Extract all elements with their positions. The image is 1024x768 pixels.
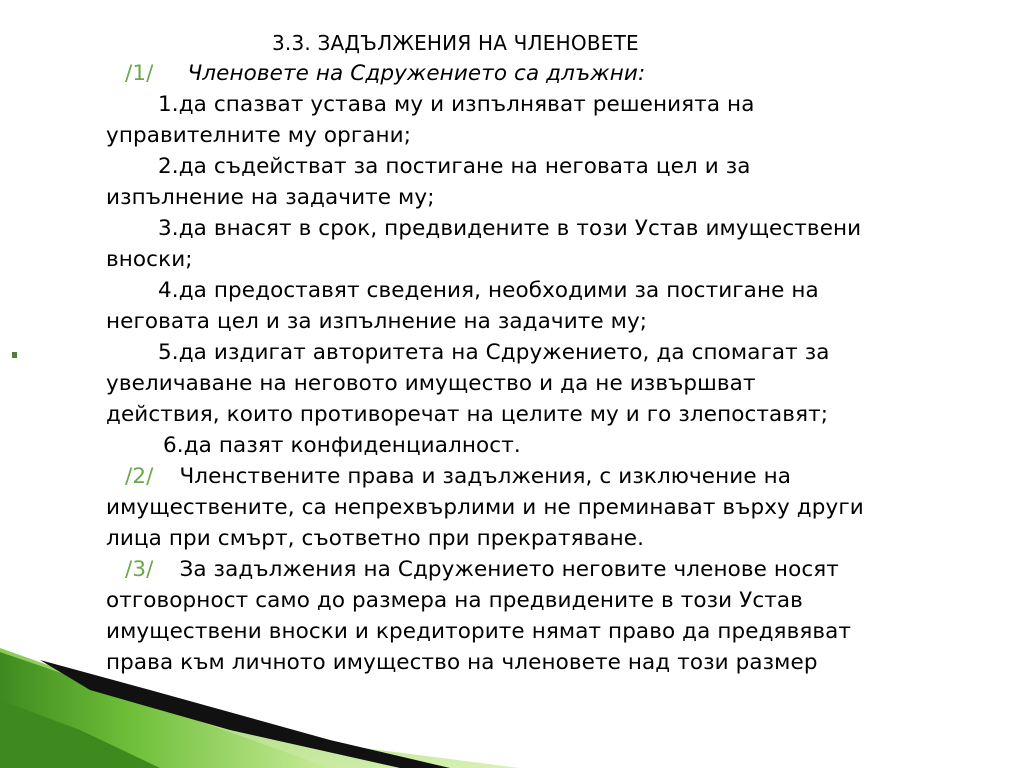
paragraph-2-line-3: лица при смърт, съответно при прекратяване. <box>106 526 645 551</box>
list-item-5-line-3: действия, които противоречат на целите му и го злепоставят; <box>106 402 829 427</box>
paragraph-number: /1/ <box>125 61 154 86</box>
paragraph-number: /3/ <box>125 557 154 582</box>
list-item-2-line-1: 2.да съдействат за постигане на неговата цел и за <box>158 154 751 179</box>
list-item-2-line-2: изпълнение на задачите му; <box>106 185 435 210</box>
paragraph-3-line-2: отговорност само до размера на предвидените в този Устав <box>106 588 803 613</box>
paragraph-text: Членствените права и задължения, с изключение на <box>179 464 792 489</box>
slide-title: 3.3. ЗАДЪЛЖЕНИЯ НА ЧЛЕНОВЕТЕ <box>272 31 639 55</box>
list-item-6-line-1: 6.да пазят конфиденциалност. <box>163 433 521 458</box>
paragraph-number: /2/ <box>125 464 154 489</box>
paragraph-heading: Членовете на Сдружението са длъжни: <box>187 61 646 86</box>
list-item-3-line-2: вноски; <box>106 247 193 272</box>
paragraph-3-line-4: права към личното имущество на членовете над този размер <box>106 650 818 675</box>
paragraph-3-line-3: имуществени вноски и кредиторите нямат право да предявяват <box>106 619 852 644</box>
paragraph-1-header <box>125 58 645 89</box>
list-item-4-line-1: 4.да предоставят сведения, необходими за постигане на <box>158 278 819 303</box>
list-item-1-line-2: управителните му органи; <box>106 123 412 148</box>
bullet-marker <box>12 352 17 358</box>
list-item-5-line-1: 5.да издигат авторитета на Сдружението, да спомагат за <box>158 340 830 365</box>
paragraph-3-line-1 <box>125 554 839 585</box>
paragraph-2-line-1 <box>125 461 791 492</box>
paragraph-text: За задължения на Сдружението неговите членове носят <box>179 557 839 582</box>
paragraph-2-line-2: имуществените, са непрехвърлими и не преминават върху други <box>106 495 864 520</box>
list-item-1-line-1: 1.да спазват устава му и изпълняват решенията на <box>158 92 755 117</box>
list-item-4-line-2: неговата цел и за изпълнение на задачите му; <box>106 309 648 334</box>
list-item-5-line-2: увеличаване на неговото имущество и да не извършват <box>106 371 756 396</box>
list-item-3-line-1: 3.да внасят в срок, предвидените в този Устав имуществени <box>158 216 862 241</box>
